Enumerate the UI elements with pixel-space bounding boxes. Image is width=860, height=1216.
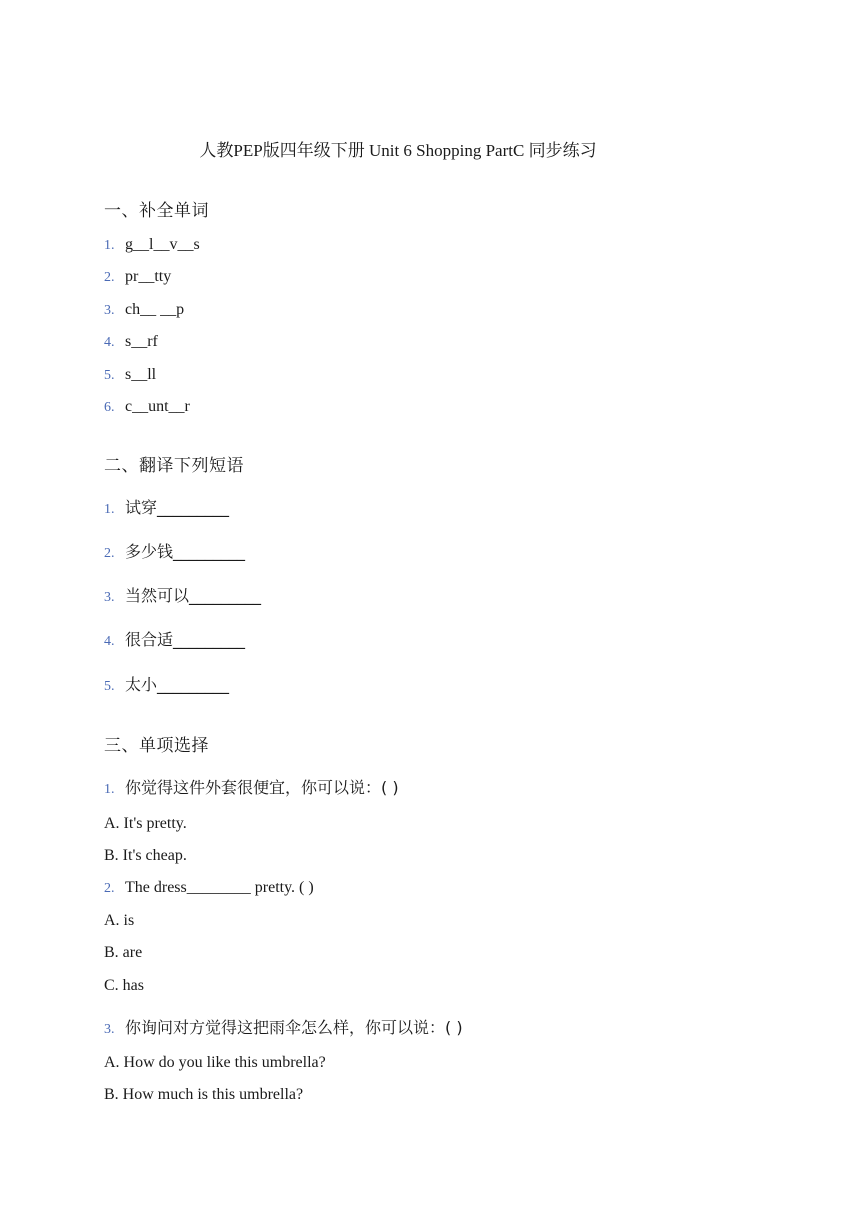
list-item xyxy=(104,495,229,518)
item-number: 3. xyxy=(104,590,115,605)
item-number: 4. xyxy=(104,634,115,649)
page-title: 人教PEP版四年级下册 Unit 6 Shopping PartC 同步练习 xyxy=(199,141,597,160)
question-text: The dress________ pretty. ( ) xyxy=(125,879,314,896)
item-text: c__unt__r xyxy=(125,398,190,415)
item-text: s__ll xyxy=(125,366,157,383)
list-item xyxy=(104,583,261,606)
question-text: 你询问对方觉得这把雨伞怎么样，你可以说：( ) xyxy=(125,1018,463,1037)
item-number: 2. xyxy=(104,546,115,561)
answer-option: C. has xyxy=(104,977,144,994)
answer-option: B. How much is this umbrella? xyxy=(104,1086,304,1103)
answer-option: A. It's pretty. xyxy=(104,815,187,832)
item-number: 1. xyxy=(104,502,115,517)
item-number: 5. xyxy=(104,679,115,694)
list-item xyxy=(104,236,200,254)
question xyxy=(104,879,314,897)
question-number: 1. xyxy=(104,782,115,797)
list-item xyxy=(104,627,245,650)
item-number: 1. xyxy=(104,238,115,253)
question xyxy=(104,775,399,798)
item-number: 2. xyxy=(104,270,115,285)
list-item xyxy=(104,268,171,286)
item-number: 4. xyxy=(104,335,115,350)
item-text: pr__tty xyxy=(125,268,172,285)
answer-option: A. is xyxy=(104,912,135,929)
question-text: 你觉得这件外套很便宜，你可以说：( ) xyxy=(125,778,399,797)
section-heading-multiple-choice: 三、单项选择 xyxy=(104,736,209,756)
section-heading-fill-words: 一、补全单词 xyxy=(104,201,209,221)
question xyxy=(104,1015,463,1038)
list-item xyxy=(104,539,245,562)
item-text: 很合适_________ xyxy=(125,630,246,649)
question-number: 2. xyxy=(104,881,115,896)
list-item xyxy=(104,333,158,351)
item-number: 5. xyxy=(104,368,115,383)
list-item xyxy=(104,301,184,319)
answer-option: B. It's cheap. xyxy=(104,847,187,864)
item-text: ch__ __p xyxy=(125,301,185,318)
list-item xyxy=(104,672,229,695)
answer-option: B. are xyxy=(104,944,143,961)
section-heading-translate: 二、翻译下列短语 xyxy=(104,456,244,476)
item-text: 试穿_________ xyxy=(125,498,230,517)
item-text: s__rf xyxy=(125,333,158,350)
list-item xyxy=(104,398,190,416)
item-text: 太小_________ xyxy=(125,675,230,694)
item-text: 当然可以_________ xyxy=(125,586,262,605)
item-text: 多少钱_________ xyxy=(125,542,246,561)
question-number: 3. xyxy=(104,1022,115,1037)
answer-option: A. How do you like this umbrella? xyxy=(104,1054,326,1071)
item-number: 3. xyxy=(104,303,115,318)
item-number: 6. xyxy=(104,400,115,415)
list-item xyxy=(104,366,156,384)
item-text: g__l__v__s xyxy=(125,236,200,253)
